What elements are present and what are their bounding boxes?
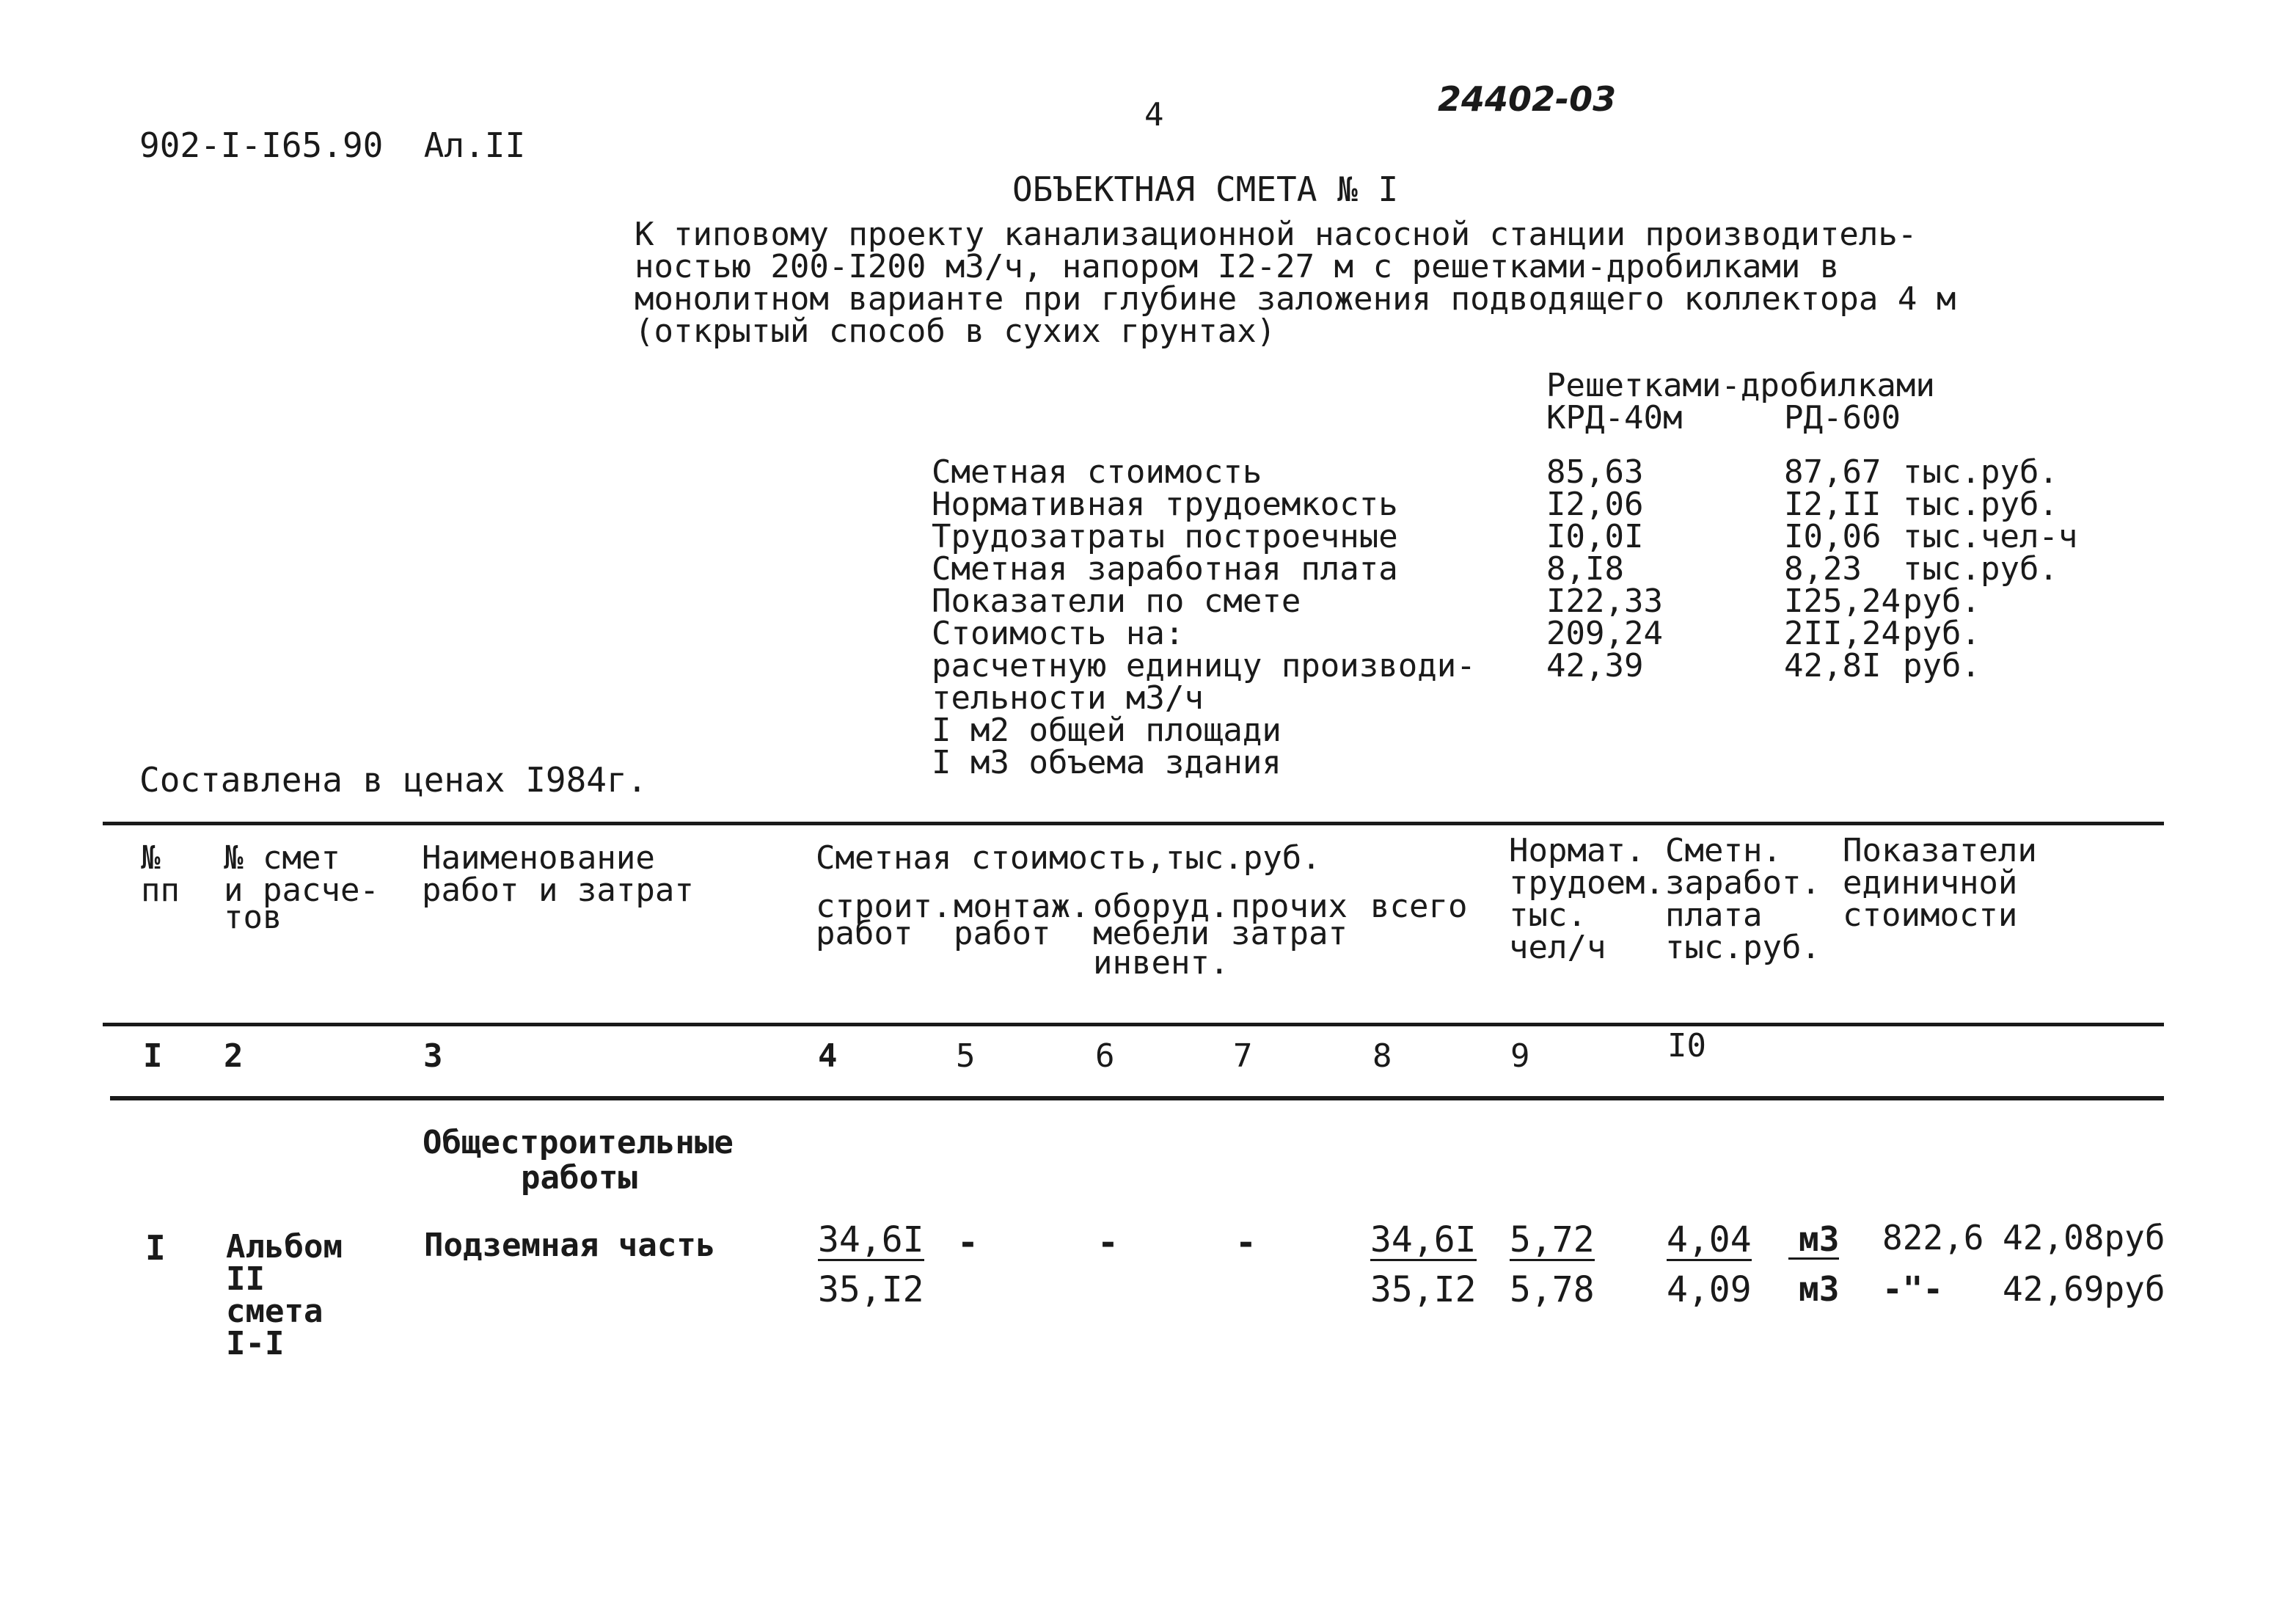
header-text: инвент. — [1093, 944, 1229, 982]
variant-b-label: РД-600 — [1784, 399, 1901, 437]
summary-label: Трудозатраты построечные — [932, 518, 1398, 555]
col-header-construction — [816, 888, 952, 952]
wages-bottom: 4,09 — [1667, 1269, 1752, 1310]
header-text: и расче- — [224, 872, 379, 909]
other-cost: - — [1235, 1222, 1257, 1263]
col-number: 8 — [1372, 1037, 1392, 1075]
summary-unit: руб. — [1903, 615, 1981, 652]
header-text: работ и затрат — [422, 872, 694, 909]
header-text: заработ. — [1665, 864, 1821, 902]
summary-label: Сметная стоимость — [932, 453, 1262, 491]
subtitle-line: К типовому проекту канализационной насосной станции производитель- — [635, 216, 1917, 253]
ref-text: смета — [226, 1293, 323, 1330]
section-title: работы — [521, 1159, 637, 1197]
summary-values-a — [1546, 453, 1663, 684]
col-number: I0 — [1667, 1027, 1706, 1065]
ref-text: Альбом — [226, 1228, 343, 1266]
summary-labels — [932, 453, 1476, 781]
header-text: работ — [954, 915, 1051, 952]
summary-label: расчетную единицу производи- — [932, 647, 1476, 684]
col-number: 2 — [224, 1037, 244, 1075]
header-text: тыс. — [1509, 897, 1587, 934]
ref-text: II — [226, 1260, 265, 1298]
header-text: пп — [141, 872, 180, 909]
variant-a-label: КРД-40м — [1546, 399, 1683, 437]
col-header-num — [141, 839, 180, 909]
header-text: работ — [816, 915, 913, 952]
header-text: стоимости — [1843, 897, 2018, 934]
summary-value-b: I25,24 — [1784, 583, 1901, 620]
summary-value-a: 209,24 — [1546, 615, 1663, 652]
table-top-rule — [103, 822, 2164, 825]
col-header-wages — [1665, 832, 1821, 966]
summary-label: Сметная заработная плата — [932, 550, 1398, 588]
page-number: 4 — [1144, 96, 1164, 134]
col-header-equipment — [1093, 888, 1229, 982]
unit-top: м3 — [1788, 1222, 1839, 1260]
installation-cost: - — [957, 1222, 979, 1263]
construction-cost-top: 34,6I — [818, 1219, 924, 1260]
section-title: Общестроительные — [423, 1124, 734, 1161]
summary-value-a: 85,63 — [1546, 453, 1644, 491]
header-text: тов — [224, 899, 282, 936]
col-header-name — [422, 839, 694, 909]
summary-value-b: I0,06 — [1784, 518, 1882, 555]
summary-label: тельности м3/ч — [932, 679, 1204, 717]
header-text: чел/ч — [1509, 929, 1606, 966]
summary-value-a: I22,33 — [1546, 583, 1663, 620]
col-number: 3 — [423, 1037, 443, 1075]
header-text: затрат — [1231, 915, 1348, 952]
summary-value-a: 8,I8 — [1546, 550, 1624, 588]
col-header-ref — [224, 839, 379, 936]
unit-cost-top: 42,08руб — [2003, 1218, 2165, 1257]
summary-value-a: 42,39 — [1546, 647, 1644, 684]
cost-group-header: Сметная стоимость,тыс.руб. — [816, 839, 1321, 877]
summary-label: I м3 объема здания — [932, 744, 1282, 781]
row-reference — [226, 1228, 343, 1362]
indicator-bottom: -"- — [1882, 1269, 1944, 1309]
total-cost-bottom: 35,I2 — [1370, 1269, 1477, 1310]
summary-units — [1903, 453, 2078, 684]
summary-unit: тыс.руб. — [1903, 453, 2058, 491]
summary-values-b — [1784, 453, 1901, 684]
summary-value-a: I0,0I — [1546, 518, 1644, 555]
row-number: I — [145, 1228, 166, 1268]
page-title: ОБЪЕКТНАЯ СМЕТА № I — [1012, 169, 1399, 209]
col-number: 4 — [818, 1037, 838, 1075]
header-text: оборуд. — [1093, 888, 1229, 925]
subtitle-line: (открытый способ в сухих грунтах) — [635, 313, 1276, 350]
header-bottom-rule — [103, 1023, 2164, 1026]
summary-label: Нормативная трудоемкость — [932, 486, 1398, 523]
header-text: Показатели — [1843, 832, 2037, 869]
header-text: единичной — [1843, 864, 2018, 902]
header-text: всего — [1370, 888, 1468, 925]
subtitle-line: ностью 200-I200 м3/ч, напором I2-27 м с решетками-дробилками в — [635, 248, 1840, 285]
labor-bottom: 5,78 — [1510, 1269, 1595, 1310]
summary-label: Стоимость на: — [932, 615, 1185, 652]
summary-value-b: 87,67 — [1784, 453, 1882, 491]
col-number: 6 — [1095, 1037, 1115, 1075]
subtitle-paragraph — [635, 216, 1956, 350]
col-header-installation — [954, 888, 1090, 952]
summary-unit: тыс.руб. — [1903, 486, 2058, 523]
summary-label: Показатели по смете — [932, 583, 1301, 620]
row-name: Подземная часть — [424, 1227, 716, 1264]
handwritten-code: 24402-03 — [1438, 79, 1617, 119]
summary-label: I м2 общей площади — [932, 712, 1282, 749]
header-text: мебели — [1093, 915, 1210, 952]
variant-title: Решетками-дробилками — [1546, 367, 1935, 404]
header-text: трудоем. — [1509, 864, 1664, 902]
header-text: монтаж. — [954, 888, 1090, 925]
summary-value-b: I2,II — [1784, 486, 1882, 523]
col-header-other — [1231, 888, 1348, 952]
summary-unit: тыс.чел-ч — [1903, 518, 2078, 555]
subtitle-line: монолитном варианте при глубине заложения подводящего коллектора 4 м — [635, 280, 1956, 318]
summary-unit: руб. — [1903, 647, 1981, 684]
header-text: № — [141, 839, 161, 877]
indicator-top: 822,6 — [1882, 1218, 1984, 1257]
wages-top: 4,04 — [1667, 1219, 1752, 1260]
summary-unit: руб. — [1903, 583, 1981, 620]
header-text: Нормат. — [1509, 832, 1645, 869]
col-number: I — [143, 1037, 163, 1075]
total-cost-top: 34,6I — [1370, 1219, 1477, 1260]
col-number: 7 — [1233, 1037, 1253, 1075]
ref-text: I-I — [226, 1325, 285, 1362]
summary-value-b: 42,8I — [1784, 647, 1882, 684]
header-text: строит. — [816, 888, 952, 925]
header-text: тыс.руб. — [1665, 929, 1821, 966]
document-code: 902-I-I65.90 Ал.II — [139, 125, 526, 165]
header-text: Сметн. — [1665, 832, 1782, 869]
header-text: № смет — [224, 839, 340, 877]
unit-cost-bottom: 42,69руб — [2003, 1269, 2165, 1309]
summary-value-a: I2,06 — [1546, 486, 1644, 523]
equipment-cost: - — [1097, 1222, 1119, 1263]
summary-unit: тыс.руб. — [1903, 550, 2058, 588]
header-text: Наименование — [422, 839, 655, 877]
col-number: 9 — [1510, 1037, 1530, 1075]
col-header-labor — [1509, 832, 1664, 966]
col-header-total — [1370, 888, 1468, 925]
col-number: 5 — [956, 1037, 976, 1075]
header-text: плата — [1665, 897, 1763, 934]
compiled-note: Составлена в ценах I984г. — [139, 760, 648, 800]
numbers-bottom-rule — [110, 1096, 2164, 1100]
summary-value-b: 8,23 — [1784, 550, 1862, 588]
header-text: прочих — [1231, 888, 1348, 925]
col-header-indicators — [1843, 832, 2037, 934]
construction-cost-bottom: 35,I2 — [818, 1269, 924, 1310]
labor-top: 5,72 — [1510, 1219, 1595, 1260]
summary-value-b: 2II,24 — [1784, 615, 1901, 652]
unit-bottom: м3 — [1799, 1269, 1840, 1309]
